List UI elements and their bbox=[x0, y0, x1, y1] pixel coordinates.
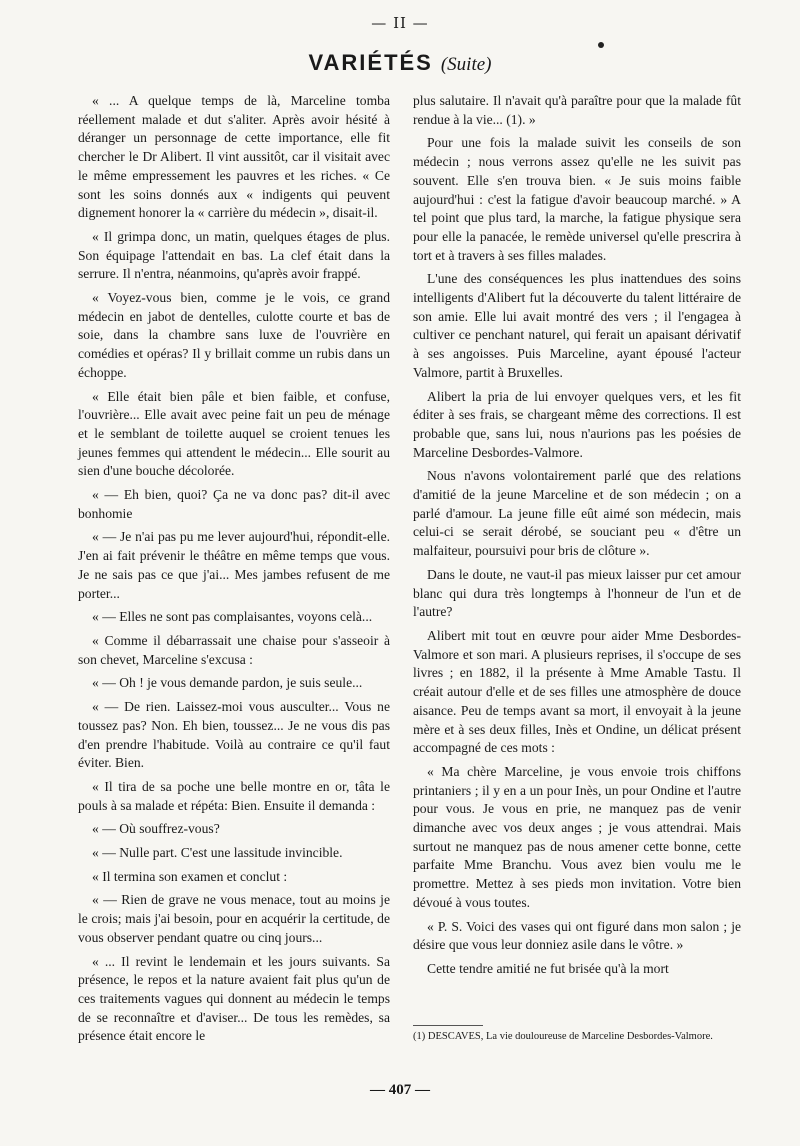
paragraph: « Voyez-vous bien, comme je le vois, ce grand médecin en jabot de dentelles, culotte courte et bas de soie, dans la chambre sans luxe de l'ouvrière en comédies et opéras? Il y brillait comme un rubis dans un échoppe. bbox=[78, 290, 390, 380]
footnote: (1) DESCAVES, La vie douloureuse de Marceline Desbordes-Valmore. bbox=[413, 1031, 713, 1042]
paragraph: L'une des conséquences les plus inattendues des soins intelligents d'Alibert fut la découverte du talent littéraire de son amie. Elle lui avait montré des vers ; il l'engagea à cultiver ce penchant naturel, qui ferait un apaisant dérivatif à ses angoisses. Puis Marceline, ayant épousé l'acteur Valmore, partit à Bruxelles. bbox=[413, 271, 741, 380]
paragraph: « — De rien. Laissez-moi vous ausculter... Vous ne toussez pas? Non. Eh bien, toussez... Je ne vous dis pas d'en prendre l'habitude. Voilà au contraire ce qu'il faut éviter. Bien. bbox=[78, 699, 390, 771]
paragraph: « — Rien de grave ne vous menace, tout au moins je le crois; mais j'ai besoin, pour en acquérir la certitude, de vous observer pendant quatre ou cinq jours... bbox=[78, 892, 390, 945]
paragraph: « Elle était bien pâle et bien faible, et confuse, l'ouvrière... Elle avait avec peine fait un peu de ménage et le semblant de toilette auquel se croient tenues les jeunes femmes qui attendent le médecin... Elle sourit au sien d'une bouche décolorée. bbox=[78, 388, 390, 479]
paragraph: « — Oh ! je vous demande pardon, je suis seule... bbox=[92, 675, 363, 691]
paragraph: plus salutaire. Il n'avait qu'à paraître pour que la malade fût rendue à la vie... (1). » bbox=[413, 93, 741, 127]
paragraph: « Il termina son examen et conclut : bbox=[92, 868, 288, 884]
page-number: — 407 — bbox=[370, 1082, 430, 1098]
paragraph: Dans le doute, ne vaut-il pas mieux laisser pur cet amour blanc qui dura très longtemps à l'honneur de l'un et de l'autre? bbox=[413, 566, 741, 620]
paragraph: « — Où souffrez-vous? bbox=[92, 821, 220, 837]
paragraph: « — Je n'ai pas pu me lever aujourd'hui, répondit-elle. J'en ai fait prévenir le théâtre en même temps que vous. Je ne sais pas ce que j'ai... Mes jambes refusent de me porter... bbox=[78, 529, 390, 601]
paragraph: « Ma chère Marceline, je vous envoie trois chiffons printaniers ; il y en a un pour Inès, un pour Ondine et l'autre pour vous. Je vous en prie, ne manquez pas de venir dimanche avec vos deux anges ; je vous attendrai. Mais surtout ne manquez pas de nous amener cette bonne, cette parfaite Mme Branchu. Vous avez bien voulu me le promettre. Mettez à ses pieds mon invitation. Votre bien dévoué à vous toutes. bbox=[413, 763, 741, 910]
ink-spot-icon bbox=[598, 42, 604, 48]
section-title-text: VARIÉTÉS bbox=[308, 50, 433, 75]
footnote-divider bbox=[413, 1025, 483, 1026]
paragraph: « Comme il débarrassait une chaise pour s'asseoir à son chevet, Marceline s'excusa : bbox=[78, 632, 390, 667]
paragraph: Cette tendre amitié ne fut brisée qu'à la mort bbox=[427, 960, 669, 976]
paragraph: Alibert mit tout en œuvre pour aider Mme Desbordes-Valmore et son mari. A plusieurs reprises, il s'occupe de ses livres ; en 1882, il la présente à Mme Amable Tastu. Il créait autour d'elle et de ses filles une atmosphère de douce aisance. Peu de temps avant sa mort, il envoyait à la jeune mère et à ses deux filles, Inès et Ondine, un délicat présent accompagné de ces mots : bbox=[413, 627, 741, 756]
paragraph: Nous n'avons volontairement parlé que des relations d'amitié de la jeune Marceline et de son médecin ; on a parlé d'amour. La jeune fille eût aimé son médecin, mais celui-ci se serait dérobé, se souciant peu « d'être un malfaiteur, poursuivi pour bris de clôture ». bbox=[413, 468, 741, 559]
paragraph: « — Eh bien, quoi? Ça ne va donc pas? dit-il avec bonhomie bbox=[78, 487, 390, 521]
paragraph: Alibert la pria de lui envoyer quelques vers, et les fit éditer à ses frais, se chargeant même des corrections. Il est probable que, sans lui, nous n'aurions pas les poésies de Marceline Desbordes-Valmore. bbox=[413, 388, 741, 460]
right-column bbox=[413, 92, 741, 984]
paragraph: « P. S. Voici des vases qui ont figuré dans mon salon ; je désire que vous leur donniez asile dans le vôtre. » bbox=[413, 918, 741, 953]
paragraph: « — Nulle part. C'est une lassitude invincible. bbox=[92, 845, 343, 861]
paragraph: Pour une fois la malade suivit les conseils de son médecin ; nous verrons assez qu'elle ne les suivit pas souvent. Elle s'en trouva bien. « Je suis moins faible aujourd'hui : c'est la fatigue d'avoir beaucoup marché. » A tel point que plus tard, la marche, la fatigue physique sera pour elle la panacée, le remède universel qu'elle prescrira à tort et à travers à ses filles malades. bbox=[413, 135, 741, 263]
section-subtitle: (Suite) bbox=[440, 54, 492, 75]
paragraph: « Il grimpa donc, un matin, quelques étages de plus. Son équipage l'attendait en bas. La clef était dans la serrure. Il n'entra, néanmoins, qu'après avoir frappé. bbox=[78, 228, 390, 282]
running-folio: — II — bbox=[371, 14, 429, 32]
paragraph: « ... A quelque temps de là, Marceline tomba réellement malade et dut s'aliter. Après avoir hésité à déranger un personnage de cette importance, elle fit chercher le Dr Alibert. Il vint aussitôt, car il visitait avec le même empressement les pauvres et les riches. « Ce sont les soins donnés aux « indigents qui peuvent dignement honorer la « carrière du médecin », disait-il. bbox=[78, 93, 390, 221]
paragraph: « Il tira de sa poche une belle montre en or, tâta le pouls à sa malade et répéta: Bien. Ensuite il demanda : bbox=[78, 778, 390, 813]
paragraph: « ... Il revint le lendemain et les jours suivants. Sa présence, le repos et la nature avaient fait plus qu'un de ces traitements vagues qui donnent au médecin le temps de se reconnaître et d'aviser... De tous les remèdes, sa présence était encore le bbox=[78, 953, 390, 1044]
paragraph: « — Elles ne sont pas complaisantes, voyons celà... bbox=[92, 609, 373, 625]
left-column bbox=[78, 92, 390, 1051]
section-title bbox=[0, 50, 800, 76]
